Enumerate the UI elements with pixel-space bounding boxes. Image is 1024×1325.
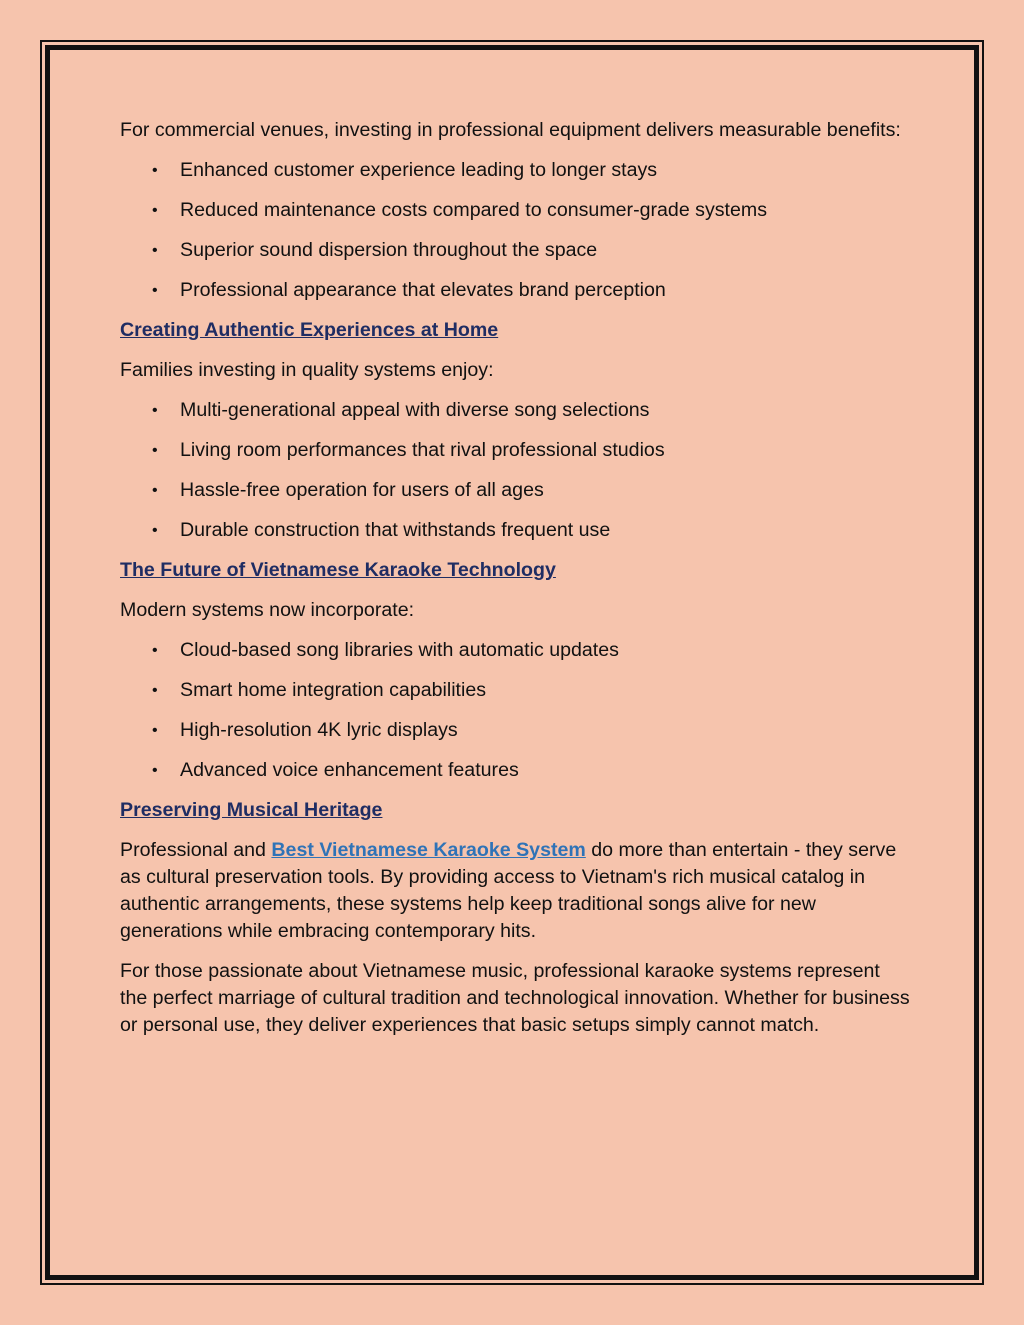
list-item: • Advanced voice enhancement features bbox=[120, 757, 910, 784]
bullet-icon: • bbox=[152, 402, 158, 419]
bullet-icon: • bbox=[152, 762, 158, 779]
home-benefits-list bbox=[120, 397, 910, 544]
list-item: • Durable construction that withstands frequent use bbox=[120, 517, 910, 544]
bullet-icon: • bbox=[152, 202, 158, 219]
list-item: • Professional appearance that elevates brand perception bbox=[120, 277, 910, 304]
bullet-icon: • bbox=[152, 722, 158, 739]
bullet-icon: • bbox=[152, 162, 158, 179]
list-item: • Multi-generational appeal with diverse song selections bbox=[120, 397, 910, 424]
bullet-icon: • bbox=[152, 242, 158, 259]
bullet-icon: • bbox=[152, 482, 158, 499]
bullet-icon: • bbox=[152, 682, 158, 699]
commercial-benefits-list bbox=[120, 157, 910, 304]
list-item: • Smart home integration capabilities bbox=[120, 677, 910, 704]
closing-paragraph: For those passionate about Vietnamese music, professional karaoke systems represent the perfect marriage of cultural tradition and technological innovation. Whether for business or personal use, they deliver experiences that basic setups simply cannot match. bbox=[120, 960, 910, 1036]
bullet-icon: • bbox=[152, 522, 158, 539]
intro-paragraph: For commercial venues, investing in professional equipment delivers measurable benefits: bbox=[120, 119, 901, 141]
best-karaoke-system-link[interactable]: Best Vietnamese Karaoke System bbox=[271, 839, 586, 861]
future-features-list bbox=[120, 637, 910, 784]
home-intro-paragraph: Families investing in quality systems enjoy: bbox=[120, 359, 494, 381]
list-item: • Reduced maintenance costs compared to consumer-grade systems bbox=[120, 197, 910, 224]
heading-musical-heritage: Preserving Musical Heritage bbox=[120, 799, 383, 821]
list-item: • Cloud-based song libraries with automatic updates bbox=[120, 637, 910, 664]
bullet-icon: • bbox=[152, 442, 158, 459]
list-item: • High-resolution 4K lyric displays bbox=[120, 717, 910, 744]
list-item: • Hassle-free operation for users of all ages bbox=[120, 477, 910, 504]
future-intro-paragraph: Modern systems now incorporate: bbox=[120, 599, 415, 621]
document-body bbox=[120, 117, 910, 1052]
list-item: • Superior sound dispersion throughout the space bbox=[120, 237, 910, 264]
bullet-icon: • bbox=[152, 282, 158, 299]
heritage-paragraph: Professional and Best Vietnamese Karaoke System do more than entertain - they serve as cultural preservation tools. By providing access to Vietnam's rich musical catalog in authentic arrangements, these systems help keep traditional songs alive for new generations while embracing contemporary hits. bbox=[120, 839, 897, 942]
list-item: • Living room performances that rival professional studios bbox=[120, 437, 910, 464]
bullet-icon: • bbox=[152, 642, 158, 659]
list-item: • Enhanced customer experience leading to longer stays bbox=[120, 157, 910, 184]
heading-future-technology: The Future of Vietnamese Karaoke Technology bbox=[120, 559, 556, 581]
heading-home-experiences: Creating Authentic Experiences at Home bbox=[120, 319, 499, 341]
